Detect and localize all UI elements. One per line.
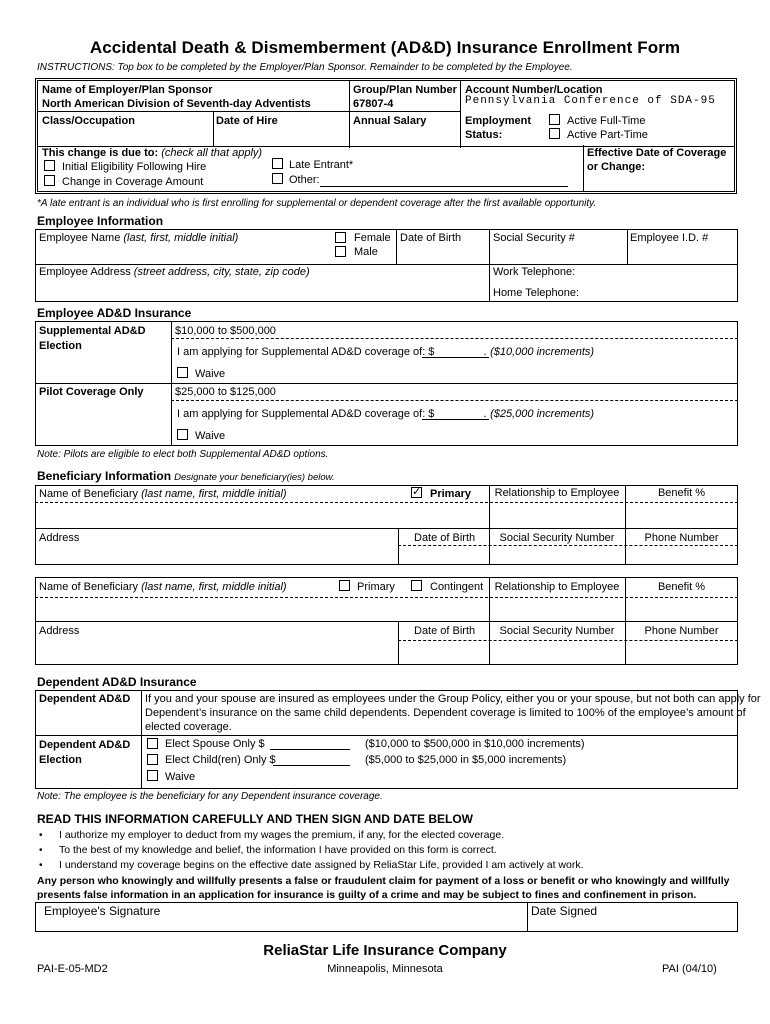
change-reason bbox=[42, 147, 262, 160]
divider bbox=[627, 229, 628, 264]
employee-name-hint: (last, first, middle initial) bbox=[123, 232, 239, 244]
class-occupation-label: Class/Occupation bbox=[42, 115, 135, 127]
late-entrant-label: Late Entrant* bbox=[289, 159, 354, 171]
effective-date-label-2: or Change: bbox=[587, 161, 646, 173]
company-city: Minneapolis, Minnesota bbox=[327, 963, 443, 975]
divider bbox=[35, 502, 738, 503]
supplemental-amount-line[interactable] bbox=[422, 357, 489, 358]
dependent-waive-checkbox[interactable] bbox=[147, 770, 158, 781]
supplemental-election-label: Election bbox=[39, 340, 82, 352]
change-reason-label: This change is due to: bbox=[42, 147, 159, 159]
form-code-right: PAI (04/10) bbox=[662, 963, 717, 975]
form-code-left: PAI-E-05-MD2 bbox=[37, 963, 108, 975]
pilot-increments: . ($25,000 increments) bbox=[484, 408, 595, 420]
other-label: Other: bbox=[289, 174, 320, 186]
employee-name-label: Employee Name bbox=[39, 232, 121, 244]
divider bbox=[171, 400, 738, 401]
effective-date-label-1: Effective Date of Coverage bbox=[587, 147, 727, 159]
divider bbox=[398, 640, 738, 641]
pilot-note: Note: Pilots are eligible to elect both Supplemental AD&D options. bbox=[37, 449, 329, 460]
fraud-warning-1: Any person who knowingly and willfully presents a false or fraudulent claim for payment of a loss or benefit or who knowingly and willfully bbox=[37, 875, 730, 887]
divider bbox=[38, 111, 460, 112]
dependent-text-2: Dependent’s insurance on the same child dependents. Dependent coverage is limited to 100% of the employee’s amount of bbox=[145, 707, 746, 719]
supplemental-increments: . ($10,000 increments) bbox=[484, 346, 595, 358]
employment-status-label: Status: bbox=[465, 129, 503, 141]
beneficiary-hint: Designate your beneficiary(ies) below. bbox=[174, 472, 335, 483]
authorization-bullet: I authorize my employer to deduct from my wages the premium, if any, for the elected coverage. bbox=[59, 829, 505, 841]
spouse-checkbox[interactable] bbox=[147, 738, 158, 749]
divider bbox=[398, 528, 399, 565]
employee-address-field[interactable] bbox=[39, 266, 310, 279]
employee-dob-label[interactable]: Date of Birth bbox=[400, 232, 462, 244]
sponsor-name-value[interactable]: North American Division of Seventh-day Adventists bbox=[42, 98, 311, 110]
beneficiary-1-relationship-label[interactable]: Relationship to Employee bbox=[494, 487, 620, 499]
sign-heading: READ THIS INFORMATION CAREFULLY AND THEN SIGN AND DATE BELOW bbox=[37, 812, 473, 826]
employee-signature-field[interactable]: Employee's Signature bbox=[44, 904, 161, 918]
beneficiary-2-primary-checkbox[interactable] bbox=[339, 580, 350, 591]
part-time-label: Active Part-Time bbox=[567, 129, 648, 141]
supplemental-waive-label: Waive bbox=[195, 368, 226, 380]
group-number-value[interactable]: 67807-4 bbox=[353, 98, 394, 110]
divider bbox=[35, 735, 738, 736]
beneficiary-1-primary-checkbox[interactable]: ✓ bbox=[412, 486, 422, 498]
divider bbox=[35, 597, 738, 598]
dependent-note: Note: The employee is the beneficiary for any Dependent insurance coverage. bbox=[37, 791, 383, 802]
bullet-icon: • bbox=[39, 845, 43, 856]
full-time-label: Active Full-Time bbox=[567, 115, 646, 127]
date-signed-field[interactable]: Date Signed bbox=[531, 904, 598, 918]
divider bbox=[35, 621, 738, 622]
beneficiary-2-name-hint: (last name, first, middle initial) bbox=[141, 581, 287, 593]
late-entrant-checkbox[interactable] bbox=[272, 158, 283, 169]
fraud-warning-2: presents false information in an application for insurance is guilty of a crime and may be subject to fines and confinement in prison. bbox=[37, 889, 697, 901]
pilot-range: $25,000 to $125,000 bbox=[175, 386, 276, 398]
supplemental-apply-text: I am applying for Supplemental AD&D coverage of: $ bbox=[177, 346, 435, 358]
divider bbox=[583, 145, 584, 191]
female-label: Female bbox=[354, 232, 391, 244]
coverage-begin-bullet: I understand my coverage begins on the effective date assigned by ReliaStar Life, provided I am actively at work. bbox=[59, 859, 584, 871]
supplemental-range: $10,000 to $500,000 bbox=[175, 325, 276, 337]
bullet-icon: • bbox=[39, 860, 43, 871]
dependent-waive-label: Waive bbox=[165, 771, 196, 783]
divider bbox=[349, 81, 350, 148]
initial-eligibility-label: Initial Eligibility Following Hire bbox=[62, 161, 207, 173]
beneficiary-2-name-field[interactable] bbox=[39, 581, 287, 594]
beneficiary-1-name-hint: (last name, first, middle initial) bbox=[141, 488, 287, 500]
divider bbox=[35, 528, 738, 529]
divider bbox=[35, 383, 738, 384]
divider bbox=[396, 229, 397, 264]
group-number-label: Group/Plan Number bbox=[353, 84, 457, 96]
beneficiary-heading-row bbox=[37, 470, 335, 484]
change-amount-checkbox[interactable] bbox=[44, 175, 55, 186]
date-of-hire-label: Date of Hire bbox=[216, 115, 278, 127]
spouse-amount-line[interactable] bbox=[270, 749, 350, 750]
dependent-add-heading: Dependent AD&D Insurance bbox=[37, 675, 197, 689]
child-checkbox[interactable] bbox=[147, 754, 158, 765]
spouse-range: ($10,000 to $500,000 in $10,000 increments) bbox=[365, 738, 585, 750]
employee-address-hint: (street address, city, state, zip code) bbox=[133, 266, 310, 278]
account-value[interactable]: Pennsylvania Conference of SDA-95 bbox=[465, 95, 716, 107]
beneficiary-2-primary-label: Primary bbox=[357, 581, 395, 593]
supplemental-waive-checkbox[interactable] bbox=[177, 367, 188, 378]
employment-label: Employment bbox=[465, 115, 532, 127]
other-line[interactable] bbox=[320, 186, 568, 187]
form-title: Accidental Death & Dismemberment (AD&D) Insurance Enrollment Form bbox=[89, 38, 681, 57]
employee-id-label[interactable]: Employee I.D. # bbox=[630, 232, 709, 244]
child-range: ($5,000 to $25,000 in $5,000 increments) bbox=[365, 754, 567, 766]
beneficiary-2-ssn-label[interactable]: Social Security Number bbox=[499, 625, 615, 637]
other-checkbox[interactable] bbox=[272, 173, 283, 184]
pilot-amount-line[interactable] bbox=[422, 419, 489, 420]
divider bbox=[141, 690, 142, 789]
beneficiary-2-relationship-label[interactable]: Relationship to Employee bbox=[494, 581, 620, 593]
child-amount-line[interactable] bbox=[273, 765, 350, 766]
instructions: INSTRUCTIONS: Top box to be completed by the Employer/Plan Sponsor. Remainder to be completed by the Employee. bbox=[37, 62, 573, 73]
pilot-apply-text: I am applying for Supplemental AD&D coverage of: $ bbox=[177, 408, 435, 420]
divider bbox=[527, 902, 528, 932]
beneficiary-1-primary-label: Primary bbox=[430, 488, 471, 500]
beneficiary-2-contingent-checkbox[interactable] bbox=[411, 580, 422, 591]
pilot-coverage-label: Pilot Coverage Only bbox=[39, 386, 144, 398]
initial-eligibility-checkbox[interactable] bbox=[44, 160, 55, 171]
divider bbox=[213, 111, 214, 147]
supplemental-add-label: Supplemental AD&D bbox=[39, 325, 146, 337]
late-entrant-note: *A late entrant is an individual who is first enrolling for supplemental or dependent coverage after the first available opportunity. bbox=[37, 198, 597, 209]
divider bbox=[398, 621, 399, 665]
bullet-icon: • bbox=[39, 830, 43, 841]
beneficiary-heading: Beneficiary Information bbox=[37, 469, 172, 483]
divider bbox=[489, 264, 738, 265]
spouse-label: Elect Spouse Only $ bbox=[165, 738, 265, 750]
correctness-bullet: To the best of my knowledge and belief, the information I have provided on this form is correct. bbox=[59, 844, 497, 856]
beneficiary-1-dob-label[interactable]: Date of Birth bbox=[414, 532, 476, 544]
annual-salary-label: Annual Salary bbox=[353, 115, 427, 127]
divider bbox=[35, 264, 489, 265]
beneficiary-2-benefit-label[interactable]: Benefit % bbox=[657, 581, 706, 593]
male-checkbox[interactable] bbox=[335, 246, 346, 257]
full-time-checkbox[interactable] bbox=[549, 114, 560, 125]
beneficiary-2-phone-label[interactable]: Phone Number bbox=[644, 625, 719, 637]
employee-address-label: Employee Address bbox=[39, 266, 131, 278]
divider bbox=[460, 81, 461, 148]
beneficiary-2-name-label: Name of Beneficiary bbox=[39, 581, 139, 593]
divider bbox=[398, 545, 738, 546]
divider bbox=[171, 338, 738, 339]
pilot-waive-checkbox[interactable] bbox=[177, 429, 188, 440]
female-checkbox[interactable] bbox=[335, 232, 346, 243]
change-reason-hint: (check all that apply) bbox=[161, 147, 263, 159]
dependent-election-label-1: Dependent AD&D bbox=[39, 739, 131, 751]
beneficiary-1-benefit-label[interactable]: Benefit % bbox=[657, 487, 706, 499]
part-time-checkbox[interactable] bbox=[549, 128, 560, 139]
change-amount-label: Change in Coverage Amount bbox=[62, 176, 204, 188]
sponsor-name-label: Name of Employer/Plan Sponsor bbox=[42, 84, 213, 96]
beneficiary-1-address-label[interactable]: Address bbox=[39, 532, 80, 544]
account-label: Account Number/Location bbox=[465, 84, 603, 96]
dependent-text-3: elected coverage. bbox=[145, 721, 232, 733]
employee-ssn-label[interactable]: Social Security # bbox=[493, 232, 575, 244]
beneficiary-1-phone-label[interactable]: Phone Number bbox=[644, 532, 719, 544]
beneficiary-1-name-label: Name of Beneficiary bbox=[39, 488, 139, 500]
dependent-election-label-2: Election bbox=[39, 754, 82, 766]
dependent-add-label: Dependent AD&D bbox=[39, 693, 131, 705]
beneficiary-1-ssn-label[interactable]: Social Security Number bbox=[499, 532, 615, 544]
home-telephone-label[interactable]: Home Telephone: bbox=[493, 287, 580, 299]
pilot-waive-label: Waive bbox=[195, 430, 226, 442]
child-label: Elect Child(ren) Only $ bbox=[165, 754, 276, 766]
employee-name-field[interactable] bbox=[39, 232, 238, 245]
beneficiary-1-name-field[interactable] bbox=[39, 488, 287, 501]
male-label: Male bbox=[354, 246, 378, 258]
divider bbox=[489, 229, 490, 302]
work-telephone-label[interactable]: Work Telephone: bbox=[493, 266, 576, 278]
dependent-text-1: If you and your spouse are insured as employees under the Group Policy, either you or your spouse, but not both can apply for bbox=[145, 693, 761, 705]
beneficiary-2-address-label[interactable]: Address bbox=[39, 625, 80, 637]
beneficiary-2-contingent-label: Contingent bbox=[430, 581, 484, 593]
beneficiary-2-dob-label[interactable]: Date of Birth bbox=[414, 625, 476, 637]
employee-add-heading: Employee AD&D Insurance bbox=[37, 306, 192, 320]
company-name: ReliaStar Life Insurance Company bbox=[263, 942, 507, 959]
employee-info-heading: Employee Information bbox=[37, 214, 164, 228]
